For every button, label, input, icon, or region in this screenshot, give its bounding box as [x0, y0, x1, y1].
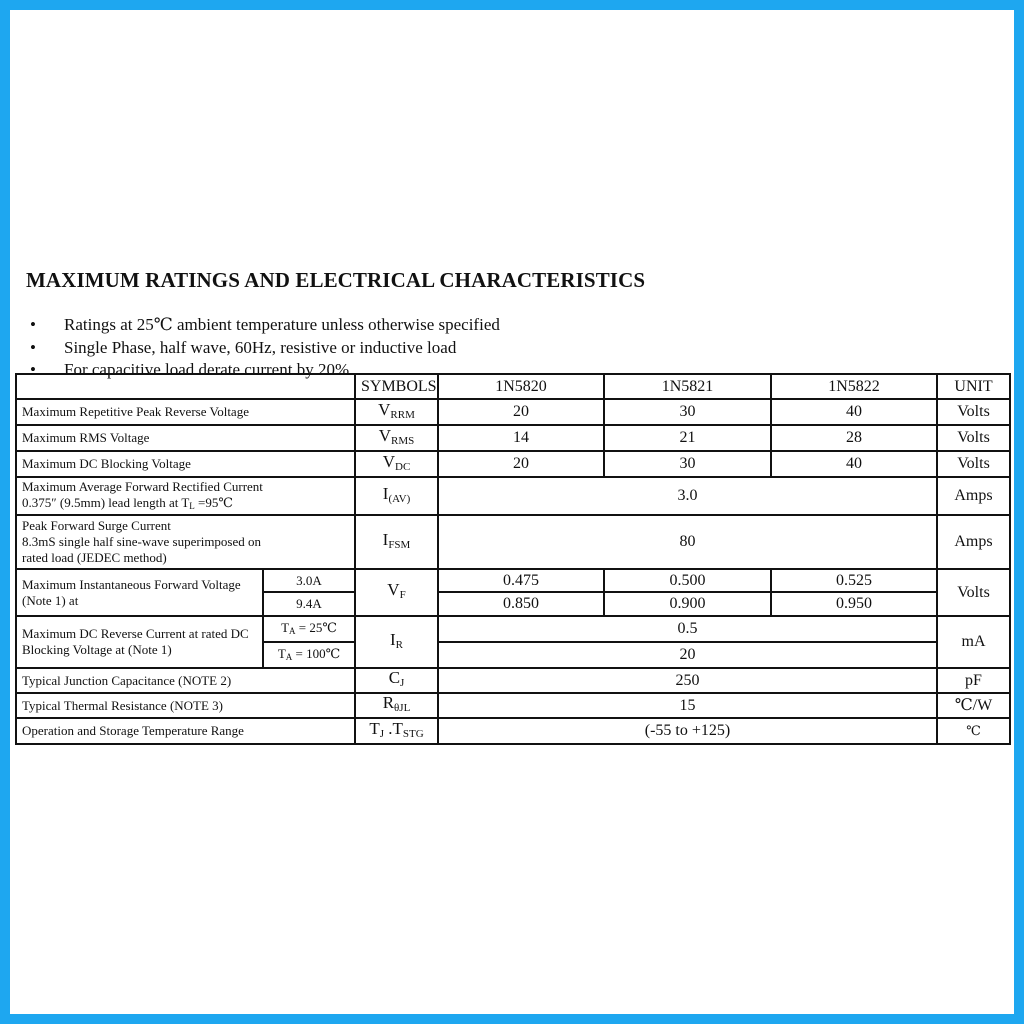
- table-row: [16, 668, 1010, 693]
- bullet-icon: •: [30, 360, 36, 379]
- param-label: Peak Forward Surge Current 8.3mS single half sine-wave superimposed on rated load (JEDEC method): [16, 515, 355, 569]
- param-label: Maximum Average Forward Rectified Current 0.375″ (9.5mm) lead length at $T_L$ =95℃: [16, 477, 355, 515]
- unit: Volts: [937, 399, 1010, 425]
- value: 14: [438, 425, 604, 451]
- param-label: Maximum RMS Voltage: [16, 425, 355, 451]
- table-row: [16, 718, 1010, 744]
- value: 0.525: [771, 569, 937, 592]
- header-blank: [16, 374, 355, 399]
- condition: 9.4A: [263, 592, 355, 616]
- header-unit: UNIT: [937, 374, 1010, 399]
- value: 21: [604, 425, 771, 451]
- unit: ℃/W: [937, 693, 1010, 718]
- unit: Amps: [937, 515, 1010, 569]
- symbol: $V_{RMS}$: [355, 425, 438, 451]
- symbol: $I_{(AV)}$: [355, 477, 438, 515]
- value: 20: [438, 451, 604, 477]
- value: 30: [604, 451, 771, 477]
- note-text: Ratings at 25℃ ambient temperature unless otherwise specified: [64, 315, 500, 334]
- value: 0.500: [604, 569, 771, 592]
- value: 0.850: [438, 592, 604, 616]
- value: 0.5: [438, 616, 937, 642]
- value: 0.900: [604, 592, 771, 616]
- header-1n5821: 1N5821: [604, 374, 771, 399]
- unit: Amps: [937, 477, 1010, 515]
- bullet-icon: •: [30, 315, 36, 334]
- value: (-55 to +125): [438, 718, 937, 744]
- value: 40: [771, 399, 937, 425]
- header-row: [16, 374, 1010, 399]
- table-row: [16, 616, 1010, 642]
- value: 3.0: [438, 477, 937, 515]
- param-label: Operation and Storage Temperature Range: [16, 718, 355, 744]
- value: 28: [771, 425, 937, 451]
- unit: ℃: [937, 718, 1010, 744]
- unit: mA: [937, 616, 1010, 668]
- symbol: $I_{FSM}$: [355, 515, 438, 569]
- value: 15: [438, 693, 937, 718]
- table-row: [16, 477, 1010, 515]
- table-row: [16, 693, 1010, 718]
- symbol: $C_J$: [355, 668, 438, 693]
- unit: pF: [937, 668, 1010, 693]
- value: 20: [438, 399, 604, 425]
- symbol: $V_{DC}$: [355, 451, 438, 477]
- header-1n5820: 1N5820: [438, 374, 604, 399]
- symbol: $R_{\theta JL}$: [355, 693, 438, 718]
- note-item: [26, 314, 500, 337]
- header-symbols: SYMBOLS: [355, 374, 438, 399]
- value: 30: [604, 399, 771, 425]
- condition: 3.0A: [263, 569, 355, 592]
- section-title: MAXIMUM RATINGS AND ELECTRICAL CHARACTERISTICS: [26, 268, 646, 292]
- table-row: [16, 569, 1010, 592]
- table-row: [16, 515, 1010, 569]
- header-1n5822: 1N5822: [771, 374, 937, 399]
- unit: Volts: [937, 425, 1010, 451]
- note-text: Single Phase, half wave, 60Hz, resistive or inductive load: [64, 337, 457, 357]
- bullet-icon: •: [30, 337, 36, 357]
- notes-list: [26, 314, 500, 382]
- param-label: Maximum DC Reverse Current at rated DC Blocking Voltage at (Note 1): [16, 616, 263, 668]
- note-text: For capacitive load derate current by 20%: [64, 360, 350, 379]
- value: 80: [438, 515, 937, 569]
- datasheet-page: [10, 10, 1014, 1014]
- condition: $T_A$ = 100℃: [263, 642, 355, 668]
- param-label: Typical Thermal Resistance (NOTE 3): [16, 693, 355, 718]
- table-row: [16, 451, 1010, 477]
- note-item: [26, 337, 500, 360]
- table-row: [16, 399, 1010, 425]
- ratings-table: [15, 373, 1011, 745]
- param-label: Typical Junction Capacitance (NOTE 2): [16, 668, 355, 693]
- unit: Volts: [937, 451, 1010, 477]
- symbol: $V_F$: [355, 569, 438, 616]
- param-label: Maximum Repetitive Peak Reverse Voltage: [16, 399, 355, 425]
- param-label: Maximum DC Blocking Voltage: [16, 451, 355, 477]
- condition: $T_A$ = 25℃: [263, 616, 355, 642]
- value: 250: [438, 668, 937, 693]
- param-label: Maximum Instantaneous Forward Voltage (Note 1) at: [16, 569, 263, 616]
- table-row: [16, 425, 1010, 451]
- value: 40: [771, 451, 937, 477]
- unit: Volts: [937, 569, 1010, 616]
- value: 0.950: [771, 592, 937, 616]
- value: 20: [438, 642, 937, 668]
- value: 0.475: [438, 569, 604, 592]
- symbol: $I_R$: [355, 616, 438, 668]
- symbol: $V_{RRM}$: [355, 399, 438, 425]
- symbol: $T_J$ $.T_{STG}$: [355, 718, 438, 744]
